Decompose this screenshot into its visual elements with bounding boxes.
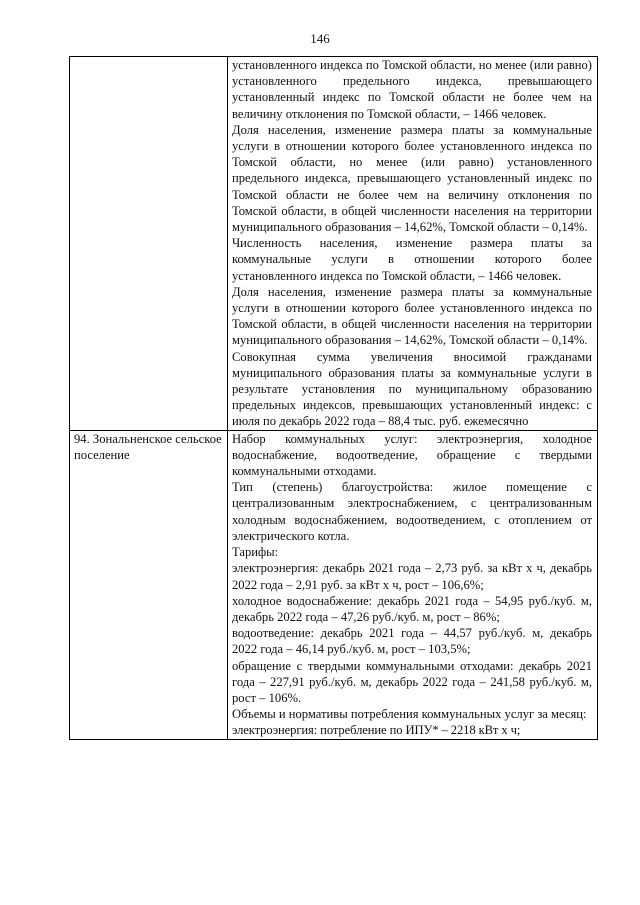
table-row <box>70 57 598 431</box>
tariff-table <box>69 56 598 740</box>
municipality-cell: 94. Зональненское сельское поселение <box>70 430 228 739</box>
paragraph: электроэнергия: потребление по ИПУ* – 2218 кВт х ч; <box>232 723 521 738</box>
paragraph: Набор коммунальных услуг: электроэнергия, холодное водоснабжение, водоотведение, обращение с твердыми коммунальными отходами. <box>232 431 592 479</box>
paragraph: Доля населения, изменение размера платы за коммунальные услуги в отношении которого более установленного индекса по Томской области, но менее (или равно) установленного предельного индекса, превышающего установленный индекс по Томской области не более чем на величину отклонения по Томской области, в общей численности населения на территории муниципального образования – 14,62%, Томской области – 0,14%. <box>232 122 592 235</box>
paragraph: обращение с твердыми коммунальными отходами: декабрь 2021 года – 227,91 руб./куб. м, декабрь 2022 года – 241,58 руб./куб. м, рост – 106%. <box>232 658 592 705</box>
paragraph: установленного индекса по Томской области, но менее (или равно) установленного предельного индекса, превышающего установленный индекс по Томской области не более чем на величину отклонения по Томской области, – 1466 человек. <box>232 58 592 121</box>
paragraph: Доля населения, изменение размера платы за коммунальные услуги в отношении которого более установленного индекса по Томской области, в общей численности населения на территории муниципального образования – 14,62%, Томской области – 0,14%. <box>232 284 592 348</box>
description-cell <box>228 57 598 431</box>
description-cell <box>228 430 598 739</box>
paragraph: Тарифы: <box>232 545 279 560</box>
page-number: 146 <box>310 31 330 46</box>
paragraph: Численность населения, изменение размера платы за коммунальные услуги в отношении которого более установленного индекса по Томской области, – 1466 человек. <box>232 236 592 283</box>
paragraph: холодное водоснабжение: декабрь 2021 года – 54,95 руб./куб. м, декабрь 2022 года – 47,26 руб./куб. м, рост – 86%; <box>232 593 592 624</box>
municipality-cell <box>70 57 228 431</box>
table-row <box>70 430 598 739</box>
paragraph: Объемы и нормативы потребления коммунальных услуг за месяц: <box>232 707 587 722</box>
paragraph: Совокупная сумма увеличения вносимой гражданами муниципального образования платы за коммунальные услуги в результате установления по муниципальному образованию предельных индексов, превышающих установленный индекс: с июля по декабрь 2022 года – 88,4 тыс. руб. ежемесячно <box>232 349 592 429</box>
paragraph: Тип (степень) благоустройства: жилое помещение с централизованным электроснабжением, с централизованным холодным водоснабжением, водоотведением, с отоплением от электрического котла. <box>232 480 592 543</box>
paragraph: электроэнергия: декабрь 2021 года – 2,73 руб. за кВт х ч, декабрь 2022 года – 2,91 руб. за кВт х ч, рост – 106,6%; <box>232 561 592 592</box>
paragraph: водоотведение: декабрь 2021 года – 44,57 руб./куб. м, декабрь 2022 года – 46,14 руб./куб. м, рост – 103,5%; <box>232 626 592 657</box>
